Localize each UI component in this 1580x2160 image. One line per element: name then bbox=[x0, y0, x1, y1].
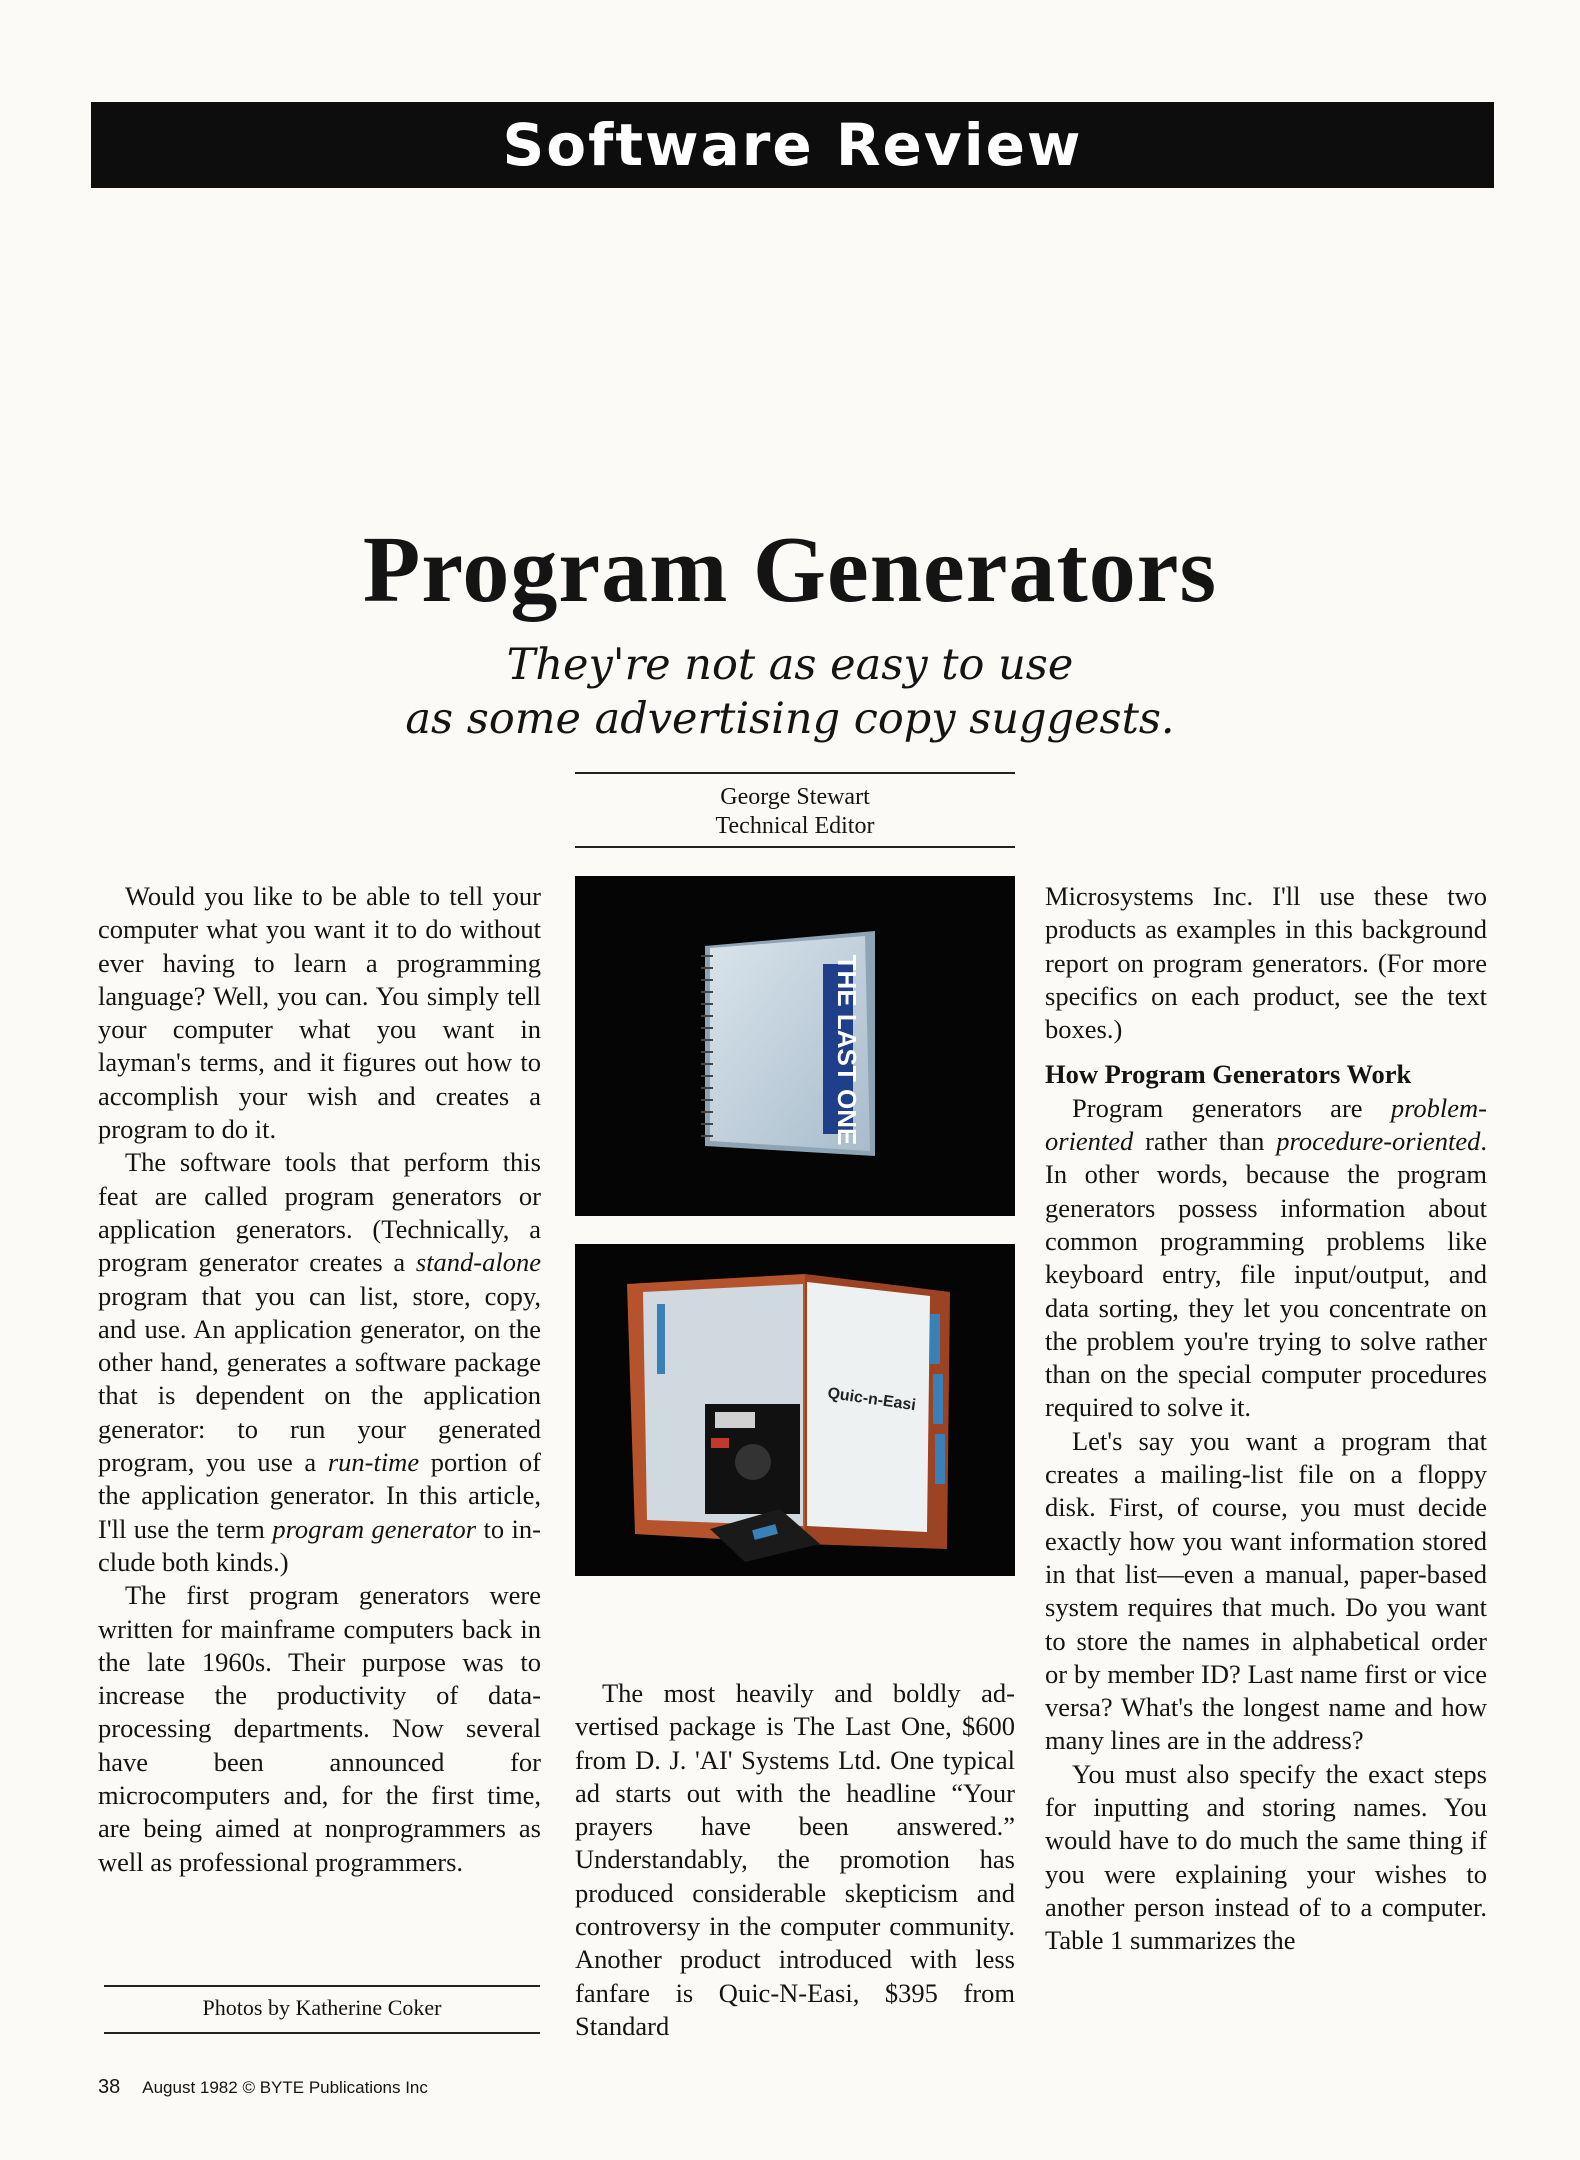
byline bbox=[575, 783, 1015, 841]
byline-rule-top bbox=[575, 772, 1015, 774]
subtitle-line-2: as some advertising copy suggests. bbox=[405, 694, 1175, 744]
last-one-cover-text: THE LAST ONE bbox=[832, 954, 862, 1146]
paragraph: The software tools that perform this feat are called program generators or application generators. (Technically, a program generator creates a stand-alone program that you can list, store, copy, and use. An application generator, on the other hand, generates a software package that is dependent on the application generator: to run your generated program, you use a run-time portion of the application generator. In this article, I'll use the term program generator to include both kinds.) bbox=[98, 1147, 541, 1577]
photo-quic-n-easi bbox=[575, 1244, 1015, 1576]
paragraph: Microsystems Inc. I'll use these two products as examples in this background report on program generators. (For more specifics on each product, see the text boxes.) bbox=[1045, 881, 1487, 1045]
paragraph: You must also specify the exact steps for inputting and storing names. You would have to do much the same thing if you were explaining your wishes to another person instead of to a computer. Table 1 summarizes the bbox=[1045, 1758, 1487, 1956]
credit-rule-bottom bbox=[104, 2032, 540, 2034]
photo-credit: Photos by Katherine Coker bbox=[202, 1995, 442, 2020]
section-banner bbox=[91, 102, 1494, 188]
author-name: George Stewart bbox=[720, 784, 870, 810]
paragraph: The most heavily and boldly advertised package is The Last One, $600 from D. J. 'AI' Systems Ltd. One typical ad starts out with the headline “Your prayers have been answered.” Understandably, the promotion has produced considerable skepticism and controversy in the computer community. Another product introduced with less fanfare is Quic-N-Easi, $395 from Standard bbox=[575, 1678, 1015, 2041]
column-2 bbox=[575, 1677, 1015, 2043]
article-subtitle bbox=[0, 638, 1580, 746]
paragraph: Program generators are problem-oriented rather than procedure-oriented. In other words, because the program generators possess information about common programming problems like keyboard entry, file input/output, and data sorting, they let you concentrate on the problem you're trying to solve rather than on the special computer procedures required to solve it. bbox=[1045, 1092, 1487, 1423]
author-title: Technical Editor bbox=[715, 813, 875, 839]
paragraph: Would you like to be able to tell your computer what you want it to do without ever having to learn a programming language? Well, you can. You simply tell your computer what you want in layman's terms, and it figures out how to accomplish your wish and creates a program to do it. bbox=[98, 881, 541, 1145]
issue-line: August 1982 © BYTE Publications Inc bbox=[142, 2078, 428, 2097]
subtitle-line-1: They're not as easy to use bbox=[506, 640, 1074, 690]
section-heading: How Program Generators Work bbox=[1045, 1059, 1412, 1090]
photo-the-last-one bbox=[575, 876, 1015, 1216]
page-footer bbox=[98, 2076, 428, 2099]
page-number: 38 bbox=[98, 2076, 121, 2098]
byline-rule-bottom bbox=[575, 846, 1015, 848]
column-1 bbox=[98, 880, 541, 1879]
last-one-manual-illustration bbox=[575, 876, 1015, 1216]
credit-rule-top bbox=[104, 1985, 540, 1987]
article-title: Program Generators bbox=[362, 518, 1218, 622]
paragraph: Let's say you want a program that creates a mailing-list file on a floppy disk. First, of course, you must decide exactly how you want information stored in that list—even a manual, paper-based system requires that much. Do you want to store the names in alphabetical order or by member ID? Last name first or vice versa? What's the longest name and how many lines are in the address? bbox=[1045, 1425, 1487, 1756]
section-label: Software Review bbox=[502, 111, 1083, 179]
column-3 bbox=[1045, 880, 1487, 1958]
quic-n-easi-binder-illustration bbox=[575, 1244, 1015, 1576]
paragraph: The first program generators were written for mainframe computers back in the late 1960s. Their purpose was to increase the productivity of data-processing departments. Now several have been announced for microcomputers and, for the first time, are being aimed at nonprogrammers as well as professional programmers. bbox=[98, 1580, 541, 1877]
quic-n-easi-cover-text: Quic-n-Easi bbox=[826, 1384, 917, 1415]
